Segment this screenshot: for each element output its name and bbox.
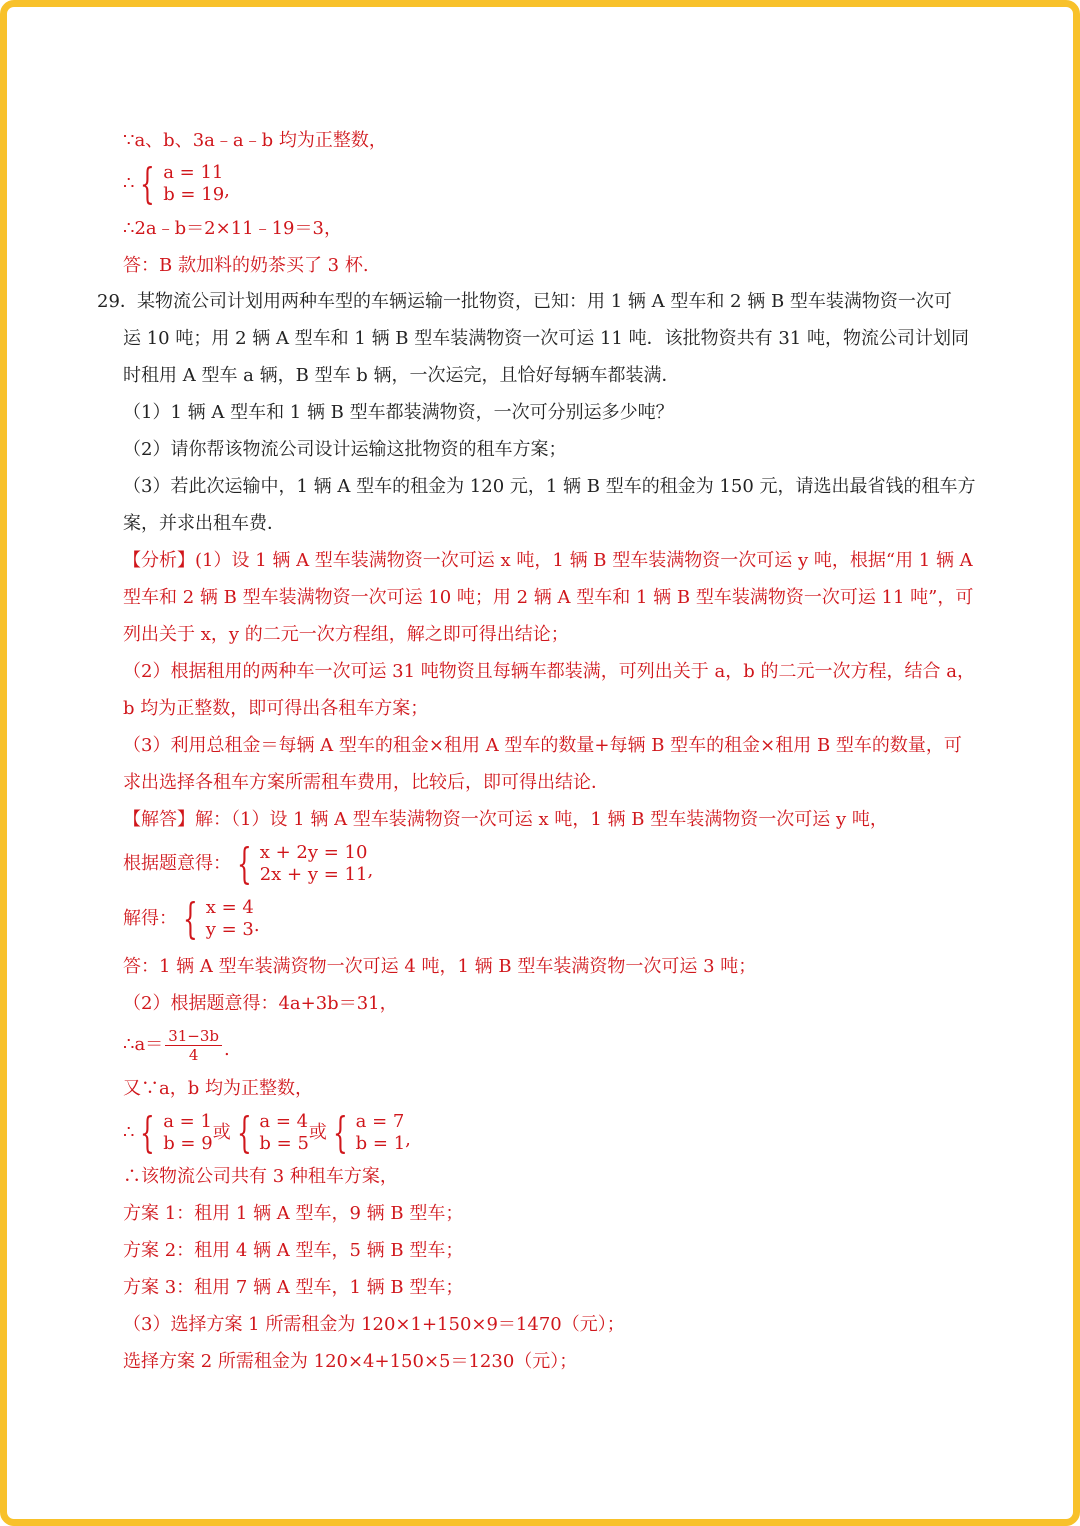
punctuation: , xyxy=(367,860,374,881)
equation: b = 1 xyxy=(355,1133,406,1154)
text-line: ∴2a﹣b＝2×11﹣19＝3， xyxy=(123,218,342,239)
brace-icon: { xyxy=(140,1108,156,1157)
analysis-line: 求出选择各租车方案所需租车费用，比较后，即可得出结论． xyxy=(123,772,609,793)
solution-line: 选择方案 2 所需租金为 120×4+150×5＝1230（元）； xyxy=(123,1351,578,1372)
solution-tag: 【解答】 xyxy=(123,809,195,830)
text-line: ∵a、b、3a﹣a﹣b 均为正整数， xyxy=(123,130,387,151)
brace-icon: { xyxy=(237,839,252,888)
analysis-tag: 【分析】 xyxy=(123,550,195,571)
therefore-symbol: ∴ xyxy=(123,173,135,194)
equation: 2x + y = 11 xyxy=(259,864,368,885)
equation-system xyxy=(123,159,230,208)
equation: b = 9 xyxy=(163,1133,213,1154)
question-text: 某物流公司计划用两种车型的车辆运输一批物资，已知：用 1 辆 A 型车和 2 辆 B 型车装满物资一次可 xyxy=(137,291,952,312)
analysis-line: （2）根据租用的两种车一次可运 31 吨物资且每辆车都装满，可列出关于 a，b 的二元一次方程，结合 a， xyxy=(123,661,975,682)
brace-icon: { xyxy=(332,1108,348,1157)
equation: b = 5 xyxy=(259,1133,309,1154)
question-text: 运 10 吨；用 2 辆 A 型车和 1 辆 B 型车装满物资一次可运 11 吨．该批物资共有 31 吨，物流公司计划同 xyxy=(123,328,969,349)
brace-icon: { xyxy=(140,159,156,208)
solution-line: ∴该物流公司共有 3 种租车方案， xyxy=(123,1166,398,1187)
or-word: 或 xyxy=(212,1122,231,1143)
fraction-numerator: 31−3b xyxy=(165,1027,222,1046)
sub-question: （2）请你帮该物流公司设计运输这批物资的租车方案； xyxy=(123,439,567,460)
therefore-symbol: ∴ xyxy=(123,1122,135,1143)
equation-label: 根据题意得： xyxy=(123,853,231,874)
solution-line: （2）根据题意得：4a+3b＝31， xyxy=(123,993,398,1014)
equation: a = 1 xyxy=(163,1111,212,1132)
analysis-line: （3）利用总租金＝每辆 A 型车的租金×租用 A 型车的数量+每辆 B 型车的租金×租用 B 型车的数量，可 xyxy=(123,735,962,756)
punctuation: . xyxy=(253,915,260,936)
analysis-line: 列出关于 x，y 的二元一次方程组，解之即可得出结论； xyxy=(123,624,569,645)
plan-line: 方案 3：租用 7 辆 A 型车，1 辆 B 型车； xyxy=(123,1277,464,1298)
analysis-line: b 均为正整数，即可得出各租车方案； xyxy=(123,698,429,719)
brace-icon: { xyxy=(236,1108,252,1157)
question-number: 29． xyxy=(97,291,138,312)
equation: x + 2y = 10 xyxy=(259,842,368,863)
plan-line: 方案 2：租用 4 辆 A 型车，5 辆 B 型车； xyxy=(123,1240,464,1261)
fraction-denominator: 4 xyxy=(188,1045,199,1064)
plan-line: 方案 1：租用 1 辆 A 型车，9 辆 B 型车； xyxy=(123,1203,464,1224)
sub-question: 案，并求出租车费． xyxy=(123,513,285,534)
equation: a = 7 xyxy=(355,1111,405,1132)
brace-icon: { xyxy=(183,894,198,943)
or-word: 或 xyxy=(308,1122,327,1143)
solution-line xyxy=(123,806,888,834)
fraction-line xyxy=(123,1026,230,1064)
sub-question: （1）1 辆 A 型车和 1 辆 B 型车都装满物资，一次可分别运多少吨？ xyxy=(123,402,674,423)
question-text: 时租用 A 型车 a 辆，B 型车 b 辆，一次运完，且恰好每辆车都装满． xyxy=(123,365,680,386)
equation: y = 3 xyxy=(205,919,254,940)
fraction-prefix: ∴a＝ xyxy=(123,1034,164,1055)
sub-question: （3）若此次运输中，1 辆 A 型车的租金为 120 元，1 辆 B 型车的租金为 150 元，请选出最省钱的租车方 xyxy=(123,476,976,497)
answer-line: 答：1 辆 A 型车装满资物一次可运 4 吨，1 辆 B 型车装满资物一次可运 3 吨； xyxy=(123,956,757,977)
equation-label: 解得： xyxy=(123,908,177,929)
equation: a = 4 xyxy=(259,1111,309,1132)
analysis-line xyxy=(123,547,973,575)
equation: a = 11 xyxy=(163,162,224,183)
solution-text: 解：（1）设 1 辆 A 型车装满物资一次可运 x 吨，1 辆 B 型车装满物资一次可运 y 吨， xyxy=(195,809,888,830)
punctuation: . xyxy=(224,1039,230,1060)
solution-line: 又∵a，b 均为正整数， xyxy=(123,1078,313,1099)
equation: x = 4 xyxy=(205,897,254,918)
equation-system xyxy=(123,894,260,943)
analysis-text: (1）设 1 辆 A 型车装满物资一次可运 x 吨，1 辆 B 型车装满物资一次可运 y 吨，根据“用 1 辆 A xyxy=(195,550,973,571)
punctuation: , xyxy=(224,180,230,201)
equation: b = 19 xyxy=(163,184,225,205)
equation-system xyxy=(123,839,374,888)
solution-line: （3）选择方案 1 所需租金为 120×1+150×9＝1470（元）； xyxy=(123,1314,625,1335)
punctuation: , xyxy=(405,1129,411,1150)
answer-line: 答：B 款加料的奶茶买了 3 杯. xyxy=(123,255,369,276)
fraction xyxy=(165,1027,222,1064)
case-systems xyxy=(123,1108,411,1157)
analysis-line: 型车和 2 辆 B 型车装满物资一次可运 10 吨；用 2 辆 A 型车和 1 辆 B 型车装满物资一次可运 11 吨”，可 xyxy=(123,587,974,608)
